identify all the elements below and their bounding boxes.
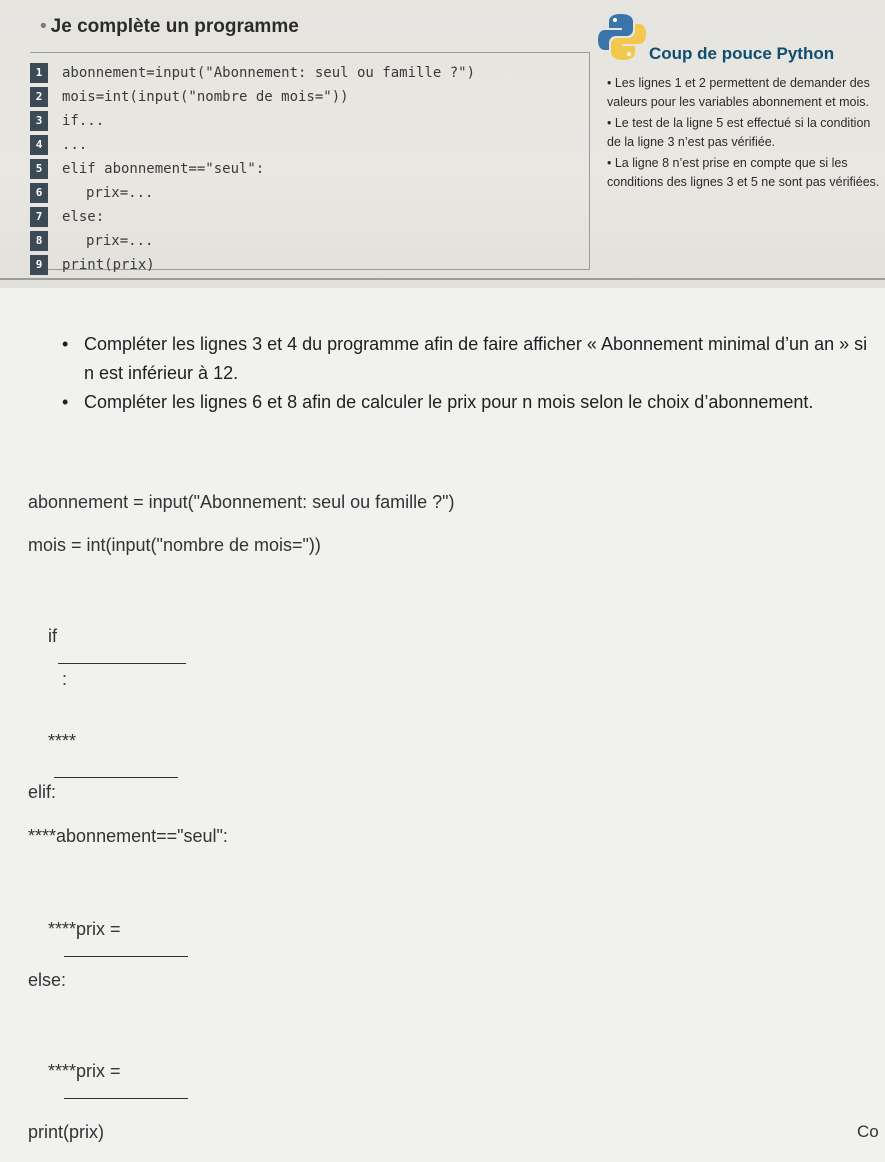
textbook-excerpt: [0, 0, 885, 288]
doc-line-mois[interactable]: mois = int(input("nombre de mois=")): [28, 535, 321, 555]
if-keyword: if: [48, 626, 58, 646]
tip-item: • Les lignes 1 et 2 permettent de demander des valeurs pour les variables abonnement et mois.: [607, 76, 870, 109]
prix-seul-blank[interactable]: [64, 940, 188, 957]
instruction-item: • Compléter les lignes 3 et 4 du programme afin de faire afficher « Abonnement minimal d’un an » si n est inférieur à 12.: [62, 334, 868, 383]
doc-line-elif[interactable]: elif:: [28, 782, 57, 802]
tip-title: Coup de pouce Python: [649, 44, 835, 63]
instructions: [62, 330, 882, 417]
code-line-9: 9 print(prix): [30, 253, 155, 277]
code-line-1: 1 abonnement=input("Abonnement: seul ou famille ?"): [30, 61, 475, 85]
prix-label: ****prix =: [48, 1061, 121, 1081]
doc-line-if[interactable]: [28, 605, 186, 711]
tip-item: • Le test de la ligne 5 est effectué si la condition de la ligne 3 n’est pas vérifiée.: [607, 116, 871, 149]
code-line-4: 4 ...: [30, 133, 87, 157]
python-tip-box: [595, 10, 885, 270]
tip-item: • La ligne 8 n’est prise en compte que si les conditions des lignes 3 et 5 ne sont pas vérifiées.: [607, 156, 880, 189]
cropped-text: Co: [857, 1122, 879, 1141]
doc-line-abonnement[interactable]: abonnement = input("Abonnement: seul ou famille ?"): [28, 492, 455, 512]
if-condition-blank[interactable]: [58, 647, 186, 664]
instruction-item: • Compléter les lignes 6 et 8 afin de calculer le prix pour n mois selon le choix d’abonnement.: [62, 392, 814, 412]
exercise-title: • Je complète un programme: [40, 16, 299, 37]
doc-line-print[interactable]: print(prix): [28, 1122, 105, 1142]
code-listing: [30, 52, 590, 273]
code-line-6: 6 prix=...: [30, 181, 153, 205]
code-line-5: 5 elif abonnement=="seul":: [30, 157, 264, 181]
code-line-7: 7 else:: [30, 205, 104, 229]
if-colon: :: [62, 669, 68, 689]
tip-body: [607, 74, 883, 194]
code-line-3: 3 if...: [30, 109, 104, 133]
doc-line-else[interactable]: else:: [28, 970, 67, 990]
line4-blank[interactable]: [54, 761, 178, 778]
doc-line-prix-famille[interactable]: [28, 1040, 188, 1125]
code-line-2: 2 mois=int(input("nombre de mois=")): [30, 85, 349, 109]
prix-famille-blank[interactable]: [64, 1082, 188, 1099]
doc-line-elif-test[interactable]: ****abonnement=="seul":: [28, 826, 228, 846]
divider: [0, 278, 885, 280]
prix-label: ****prix =: [48, 919, 121, 939]
code-line-8: 8 prix=...: [30, 229, 153, 253]
python-logo-icon: [597, 12, 647, 62]
indent-stars: ****: [48, 731, 77, 751]
